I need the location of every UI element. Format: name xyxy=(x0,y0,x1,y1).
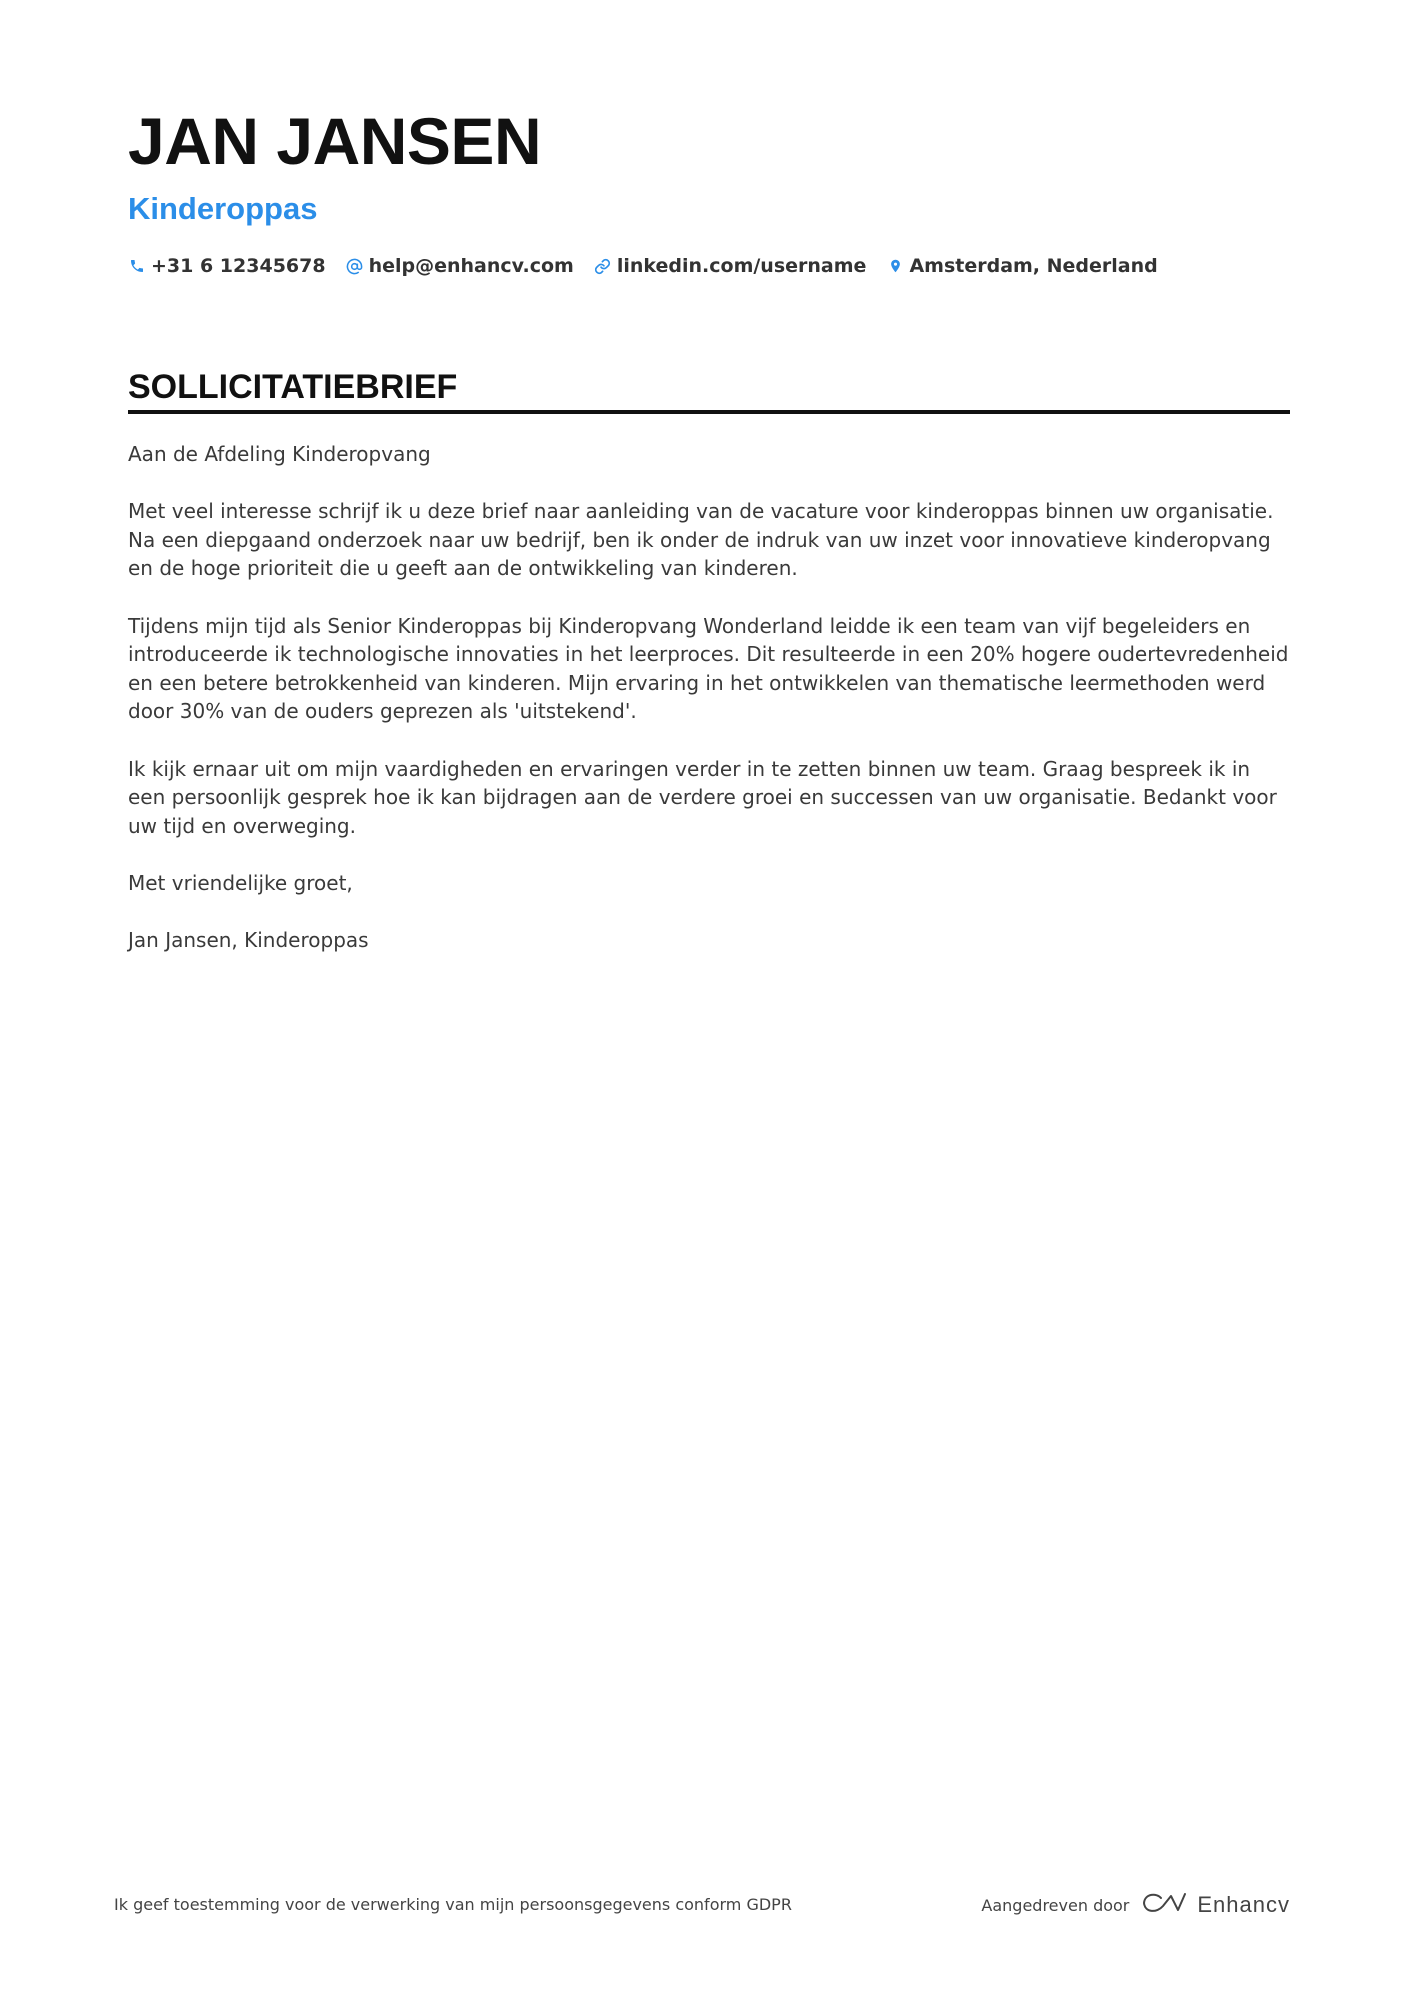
at-icon xyxy=(346,256,364,276)
phone-icon xyxy=(128,256,146,276)
section-heading: SOLLICITATIEBRIEF xyxy=(128,368,458,406)
letter-paragraph: Met veel interesse schrijf ik u deze brief naar aanleiding van de vacature voor kinderoppas binnen uw organisatie. Na een diepgaand onderzoek naar uw bedrijf, ben ik onder de indruk van uw inzet voor innovatieve kinderopvang en de hoge prioriteit die u geeft aan de ontwikkeling van kinderen. xyxy=(128,499,1274,581)
job-title: Kinderoppas xyxy=(128,191,318,226)
letter-paragraph: Tijdens mijn tijd als Senior Kinderoppas bij Kinderopvang Wonderland leidde ik een team van vijf begeleiders en introduceerde ik technologische innovaties in het leerproces. Dit resulteerde in een 20% hogere oudertevredenheid en een betere betrokkenheid van kinderen. Mijn ervaring in het ontwikkelen van thematische leermethoden werd door 30% van de ouders geprezen als 'uitstekend'. xyxy=(128,613,1289,724)
location-pin-icon xyxy=(886,256,904,276)
enhancv-logo-icon xyxy=(1141,1890,1187,1920)
link-icon xyxy=(594,256,612,276)
contact-location xyxy=(886,255,1157,277)
phone-number: +31 6 12345678 xyxy=(151,255,326,277)
enhancv-brand: Enhancv xyxy=(1197,1892,1290,1917)
contact-phone[interactable] xyxy=(128,255,326,277)
letter-body xyxy=(128,440,1290,983)
letter-closing: Met vriendelijke groet, xyxy=(128,870,353,895)
email-address: help@enhancv.com xyxy=(368,255,574,277)
gdpr-consent-text: Ik geef toestemming voor de verwerking van mijn persoonsgegevens conform GDPR xyxy=(114,1895,792,1914)
contact-email[interactable] xyxy=(346,255,574,277)
powered-by-label: Aangedreven door xyxy=(981,1895,1130,1915)
letter-signature: Jan Jansen, Kinderoppas xyxy=(128,928,369,953)
location-text: Amsterdam, Nederland xyxy=(909,255,1158,277)
letter-paragraph: Ik kijk ernaar uit om mijn vaardigheden en ervaringen verder in te zetten binnen uw team. Graag bespreek ik in een persoonlijk gesprek hoe ik kan bijdragen aan de verdere groei en successen van uw organisatie. Bedankt voor uw tijd en overweging. xyxy=(128,756,1277,838)
contact-bar xyxy=(128,255,1178,277)
applicant-name: JAN JANSEN xyxy=(128,104,542,178)
contact-linkedin[interactable] xyxy=(594,255,867,277)
linkedin-url: linkedin.com/username xyxy=(616,255,867,277)
powered-by[interactable] xyxy=(981,1890,1290,1920)
letter-salutation: Aan de Afdeling Kinderopvang xyxy=(128,442,431,466)
section-divider xyxy=(128,410,1290,414)
